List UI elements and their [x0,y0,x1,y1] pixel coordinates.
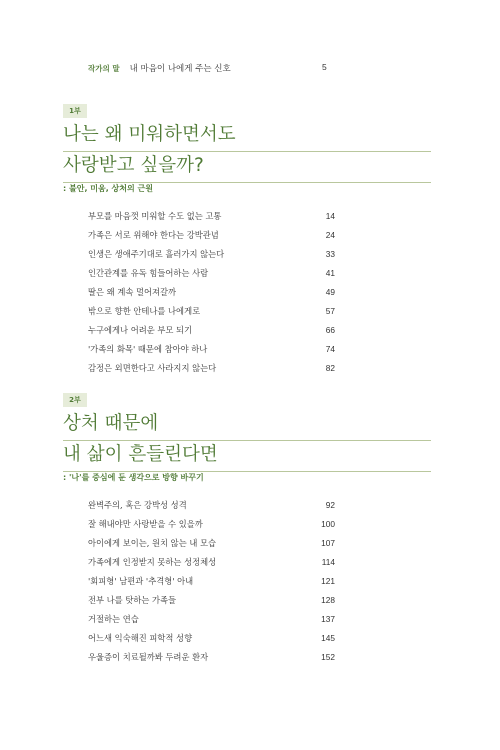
preface-tag: 작가의 말 [88,64,120,73]
toc-entry-page: 57 [325,306,335,316]
toc-entry-page: 92 [325,500,335,510]
toc-preface-entry[interactable] [88,62,328,76]
toc-entry-page: 100 [321,519,335,529]
toc-entry[interactable] [88,515,335,534]
part-1-title [63,121,431,183]
toc-entry-title: 인생은 생애주기대로 흘러가지 않는다 [88,249,225,259]
part-1-title-line-1: 나는 왜 미워하면서도 [63,121,431,152]
toc-entry[interactable] [88,610,335,629]
toc-entry-title: '회피형' 남편과 '추격형' 아내 [88,576,194,586]
toc-entry-page: 14 [325,211,335,221]
toc-entry[interactable] [88,321,335,340]
toc-entry[interactable] [88,496,335,515]
part-1-label: 1부 [63,104,87,118]
toc-entry-title: 감정은 외면한다고 사라지지 않는다 [88,363,217,373]
toc-entry-page: 24 [325,230,335,240]
toc-entry-page: 82 [325,363,335,373]
toc-entry[interactable] [88,283,335,302]
toc-entry-title: 딸은 왜 계속 멀어져갈까 [88,287,177,297]
toc-entry-page: 49 [325,287,335,297]
toc-entry[interactable] [88,572,335,591]
part-1-toc-list [88,207,335,378]
toc-entry[interactable] [88,648,335,667]
toc-entry[interactable] [88,264,335,283]
toc-entry-title: 가족에게 인정받지 못하는 성정체성 [88,557,217,567]
toc-entry-page: 74 [325,344,335,354]
toc-entry-title: 아이에게 보이는, 원치 않는 내 모습 [88,538,217,548]
toc-entry-title: 전부 나를 탓하는 가족들 [88,595,177,605]
toc-entry-page: 152 [321,652,335,662]
toc-entry[interactable] [88,226,335,245]
toc-entry-title: 가족은 서로 위해야 한다는 강박관념 [88,230,219,240]
preface-page: 5 [322,62,327,72]
part-1-title-line-2: 사랑받고 싶을까? [63,152,431,183]
toc-entry-title: 인간관계를 유독 힘들어하는 사람 [88,268,209,278]
toc-entry-title: 완벽주의, 혹은 강박성 성격 [88,500,187,510]
toc-entry-title: 잘 해내야만 사랑받을 수 있을까 [88,519,203,529]
part-2-title-line-1: 상처 때문에 [63,410,431,441]
toc-entry-title: 부모를 마음껏 미워할 수도 없는 고통 [88,211,222,221]
toc-entry-page: 41 [325,268,335,278]
toc-entry[interactable] [88,340,335,359]
toc-entry-title: 밖으로 향한 안테나를 나에게로 [88,306,201,316]
toc-entry[interactable] [88,534,335,553]
toc-entry-title: 누구에게나 어려운 부모 되기 [88,325,193,335]
toc-entry-page: 137 [321,614,335,624]
toc-entry-page: 33 [325,249,335,259]
toc-entry[interactable] [88,553,335,572]
toc-entry[interactable] [88,591,335,610]
toc-entry-page: 107 [321,538,335,548]
part-2-label: 2부 [63,393,87,407]
toc-entry-page: 114 [321,557,335,567]
part-2-title [63,410,431,472]
toc-entry[interactable] [88,207,335,226]
toc-entry-title: 거절하는 연습 [88,614,139,624]
preface-title: 내 마음이 나에게 주는 신호 [129,64,231,74]
toc-entry-title: '가족의 화목' 때문에 참아야 하나 [88,344,208,354]
toc-entry[interactable] [88,629,335,648]
toc-entry-page: 66 [325,325,335,335]
part-2-subtitle: : '나'를 중심에 둔 생각으로 방향 바꾸기 [63,473,204,482]
part-2-title-line-2: 내 삶이 흔들린다면 [63,441,431,472]
part-1-subtitle: : 불안, 미움, 상처의 근원 [63,184,153,193]
toc-entry-page: 145 [321,633,335,643]
toc-entry-title: 우울증이 치료될까봐 두려운 환자 [88,652,209,662]
part-2-toc-list [88,496,335,667]
toc-entry-page: 121 [321,576,335,586]
toc-entry[interactable] [88,359,335,378]
toc-entry[interactable] [88,245,335,264]
toc-entry-title: 어느새 익숙해진 피학적 성향 [88,633,193,643]
toc-entry-page: 128 [321,595,335,605]
toc-entry[interactable] [88,302,335,321]
